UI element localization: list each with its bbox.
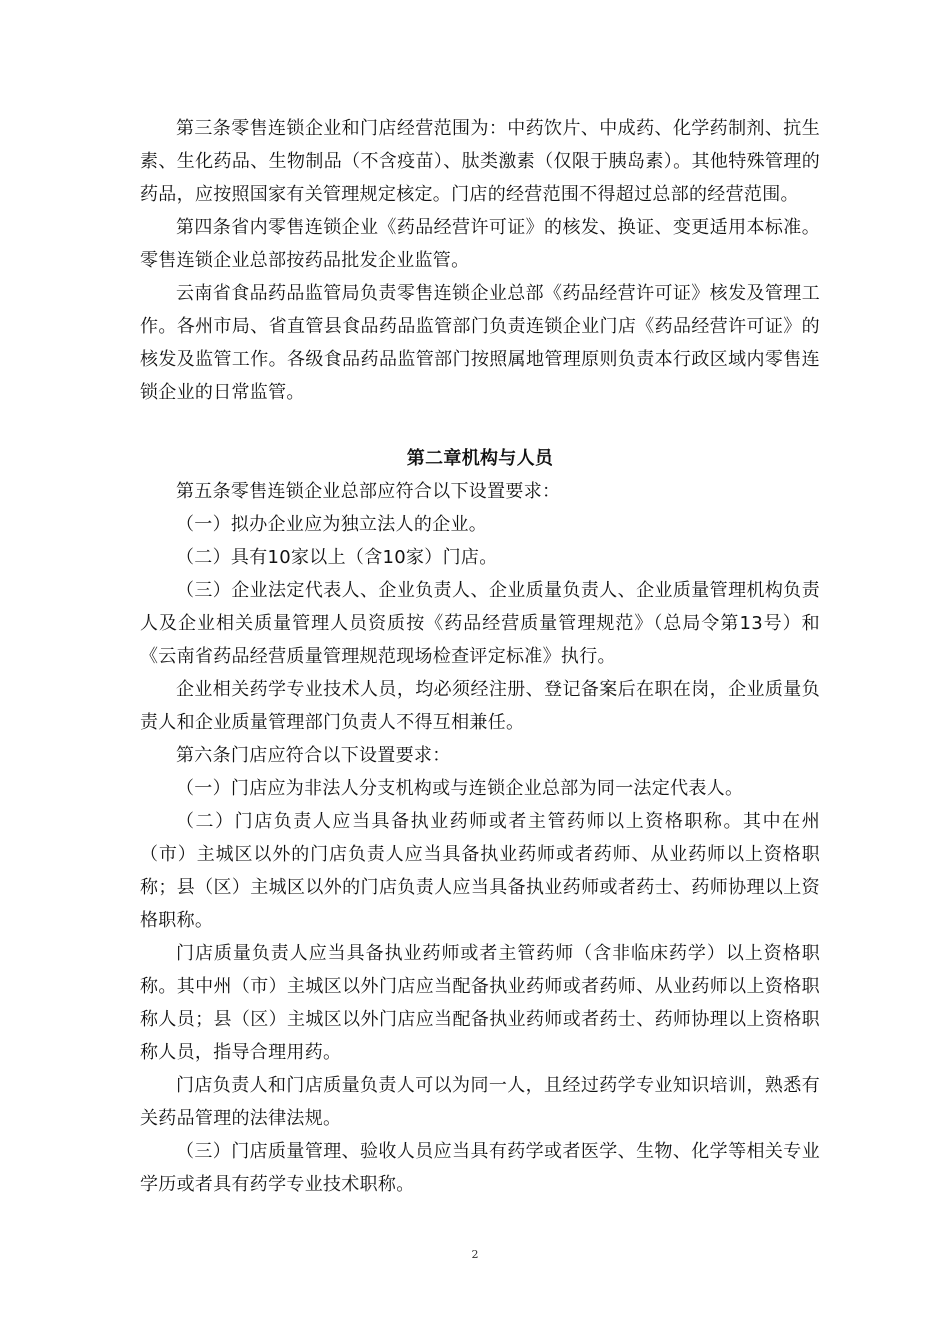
chapter-title: 第二章机构与人员 (406, 448, 554, 469)
paragraph-item-3: （三）企业法定代表人、企业负责人、企业质量负责人、企业质量管理机构负责人及企业相关质量管理人员资质按《药品经营质量管理规范》（总局令第13号）和《云南省药品经营质量管理规范现场检查评定标准》执行。 (140, 580, 820, 667)
paragraph-store-item-3: （三）门店质量管理、验收人员应当具有药学或者医学、生物、化学等相关专业学历或者具有药学专业技术职称。 (140, 1141, 820, 1195)
paragraph-pharmacy-staff: 企业相关药学专业技术人员，均必须经注册、登记备案后在职在岗，企业质量负责人和企业质量管理部门负责人不得互相兼任。 (140, 679, 820, 733)
paragraph-article-6: 第六条门店应符合以下设置要求： (176, 745, 451, 766)
paragraph-article-4: 第四条省内零售连锁企业《药品经营许可证》的核发、换证、变更适用本标准。零售连锁企业总部按药品批发企业监管。 (140, 217, 820, 271)
document-body (140, 112, 820, 1201)
paragraph-article-5: 第五条零售连锁企业总部应符合以下设置要求： (176, 481, 561, 502)
paragraph-store-quality-head: 门店质量负责人应当具备执业药师或者主管药师（含非临床药学）以上资格职称。其中州（市）主城区以外门店应当配备执业药师或者药师、从业药师以上资格职称人员；县（区）主城区以外门店应当配备执业药师或者药士、药师协理以上资格职称人员，指导合理用药。 (140, 943, 820, 1063)
page-number: 2 (471, 1248, 479, 1261)
paragraph-store-item-2: （二）门店负责人应当具备执业药师或者主管药师以上资格职称。其中在州（市）主城区以外的门店负责人应当具备执业药师或者药师、从业药师以上资格职称；县（区）主城区以外的门店负责人应当具备执业药师或者药士、药师协理以上资格职称。 (140, 811, 820, 931)
paragraph-item-1: （一）拟办企业应为独立法人的企业。 (176, 514, 488, 535)
section-spacer (140, 409, 820, 442)
paragraph-store-item-1: （一）门店应为非法人分支机构或与连锁企业总部为同一法定代表人。 (176, 778, 744, 799)
paragraph-item-2: （二）具有10家以上（含10家）门店。 (176, 547, 498, 568)
paragraph-store-same-person: 门店负责人和门店质量负责人可以为同一人，且经过药学专业知识培训，熟悉有关药品管理的法律法规。 (140, 1075, 820, 1129)
paragraph-yunnan-bureau: 云南省食品药品监管局负责零售连锁企业总部《药品经营许可证》核发及管理工作。各州市局、省直管县食品药品监管部门负责连锁企业门店《药品经营许可证》的核发及监管工作。各级食品药品监管部门按照属地管理原则负责本行政区域内零售连锁企业的日常监管。 (140, 283, 820, 403)
paragraph-article-3: 第三条零售连锁企业和门店经营范围为：中药饮片、中成药、化学药制剂、抗生素、生化药品、生物制品（不含疫苗）、肽类激素（仅限于胰岛素）。其他特殊管理的药品，应按照国家有关管理规定核定。门店的经营范围不得超过总部的经营范围。 (140, 118, 820, 205)
